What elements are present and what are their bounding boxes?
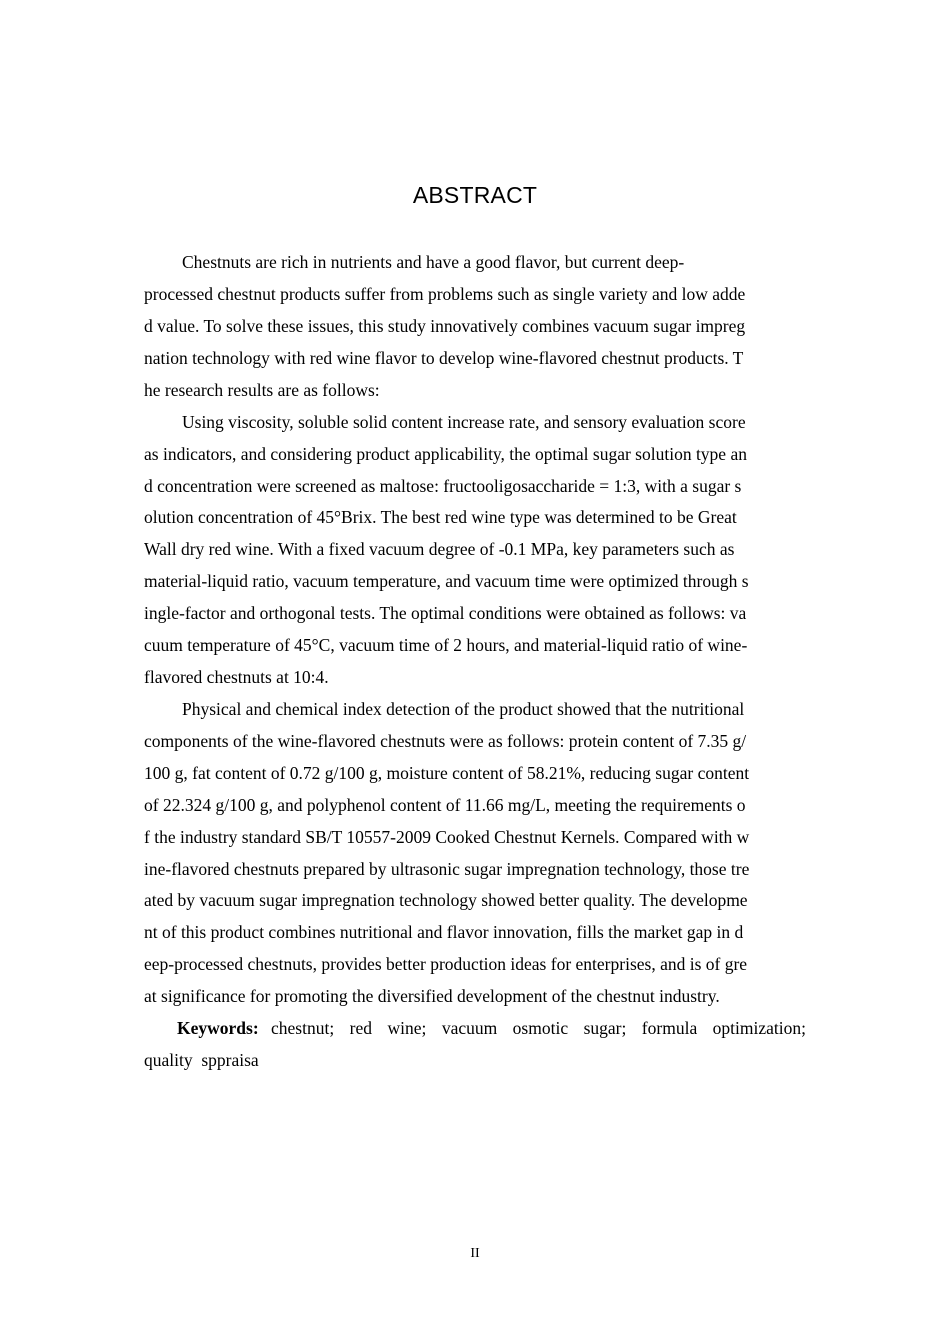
paragraph-2-line: d concentration were screened as maltose: fructooligosaccharide = 1:3, with a sugar s <box>144 476 742 496</box>
paragraph-1-line: he research results are as follows: <box>144 380 380 400</box>
page-number: II <box>470 1246 480 1261</box>
paragraph-2-line: material-liquid ratio, vacuum temperature, and vacuum time were optimized through s <box>144 571 749 591</box>
paragraph-3-line: components of the wine-flavored chestnuts were as follows: protein content of 7.35 g/ <box>144 731 747 751</box>
paragraph-3-line: f the industry standard SB/T 10557-2009 Cooked Chestnut Kernels. Compared with w <box>144 827 750 847</box>
paragraph-2-line: Using viscosity, soluble solid content increase rate, and sensory evaluation score <box>182 412 746 432</box>
paragraph-1-line: Chestnuts are rich in nutrients and have a good flavor, but current deep- <box>182 252 685 272</box>
paragraph-3-line: ine-flavored chestnuts prepared by ultrasonic sugar impregnation technology, those tre <box>144 859 750 879</box>
paragraph-3-line: 100 g, fat content of 0.72 g/100 g, moisture content of 58.21%, reducing sugar content <box>144 763 750 783</box>
paragraph-3-line: nt of this product combines nutritional and flavor innovation, fills the market gap in d <box>144 922 744 942</box>
paragraph-2-line: Wall dry red wine. With a fixed vacuum degree of -0.1 MPa, key parameters such as <box>144 539 735 559</box>
paragraph-2-line: flavored chestnuts at 10:4. <box>144 667 329 687</box>
paragraph-2-line: ingle-factor and orthogonal tests. The optimal conditions were obtained as follows: va <box>144 603 747 623</box>
keywords-list: chestnut; red wine; vacuum osmotic sugar; formula optimization; <box>271 1018 806 1038</box>
paragraph-1-line: d value. To solve these issues, this study innovatively combines vacuum sugar impreg <box>144 316 746 336</box>
paragraph-3-line: ated by vacuum sugar impregnation technology showed better quality. The developme <box>144 890 748 910</box>
paragraph-2-line: olution concentration of 45°Brix. The best red wine type was determined to be Great <box>144 507 737 527</box>
paragraph-3-line: at significance for promoting the diversified development of the chestnut industry. <box>144 986 720 1006</box>
keywords-label: Keywords: <box>177 1018 259 1038</box>
abstract-title: ABSTRACT <box>412 182 538 208</box>
paragraph-3-line: of 22.324 g/100 g, and polyphenol content of 11.66 mg/L, meeting the requirements o <box>144 795 746 815</box>
paragraph-1-line: nation technology with red wine flavor to develop wine-flavored chestnut products. T <box>144 348 744 368</box>
paragraph-2-line: cuum temperature of 45°C, vacuum time of 2 hours, and material-liquid ratio of wine- <box>144 635 748 655</box>
paragraph-1-line: processed chestnut products suffer from problems such as single variety and low adde <box>144 284 746 304</box>
paragraph-3-line: Physical and chemical index detection of the product showed that the nutritional <box>182 699 745 719</box>
keywords-list-continued: quality sppraisa <box>144 1050 259 1070</box>
paragraph-2-line: as indicators, and considering product applicability, the optimal sugar solution type an <box>144 444 747 464</box>
paragraph-3-line: eep-processed chestnuts, provides better production ideas for enterprises, and is of gre <box>144 954 748 974</box>
